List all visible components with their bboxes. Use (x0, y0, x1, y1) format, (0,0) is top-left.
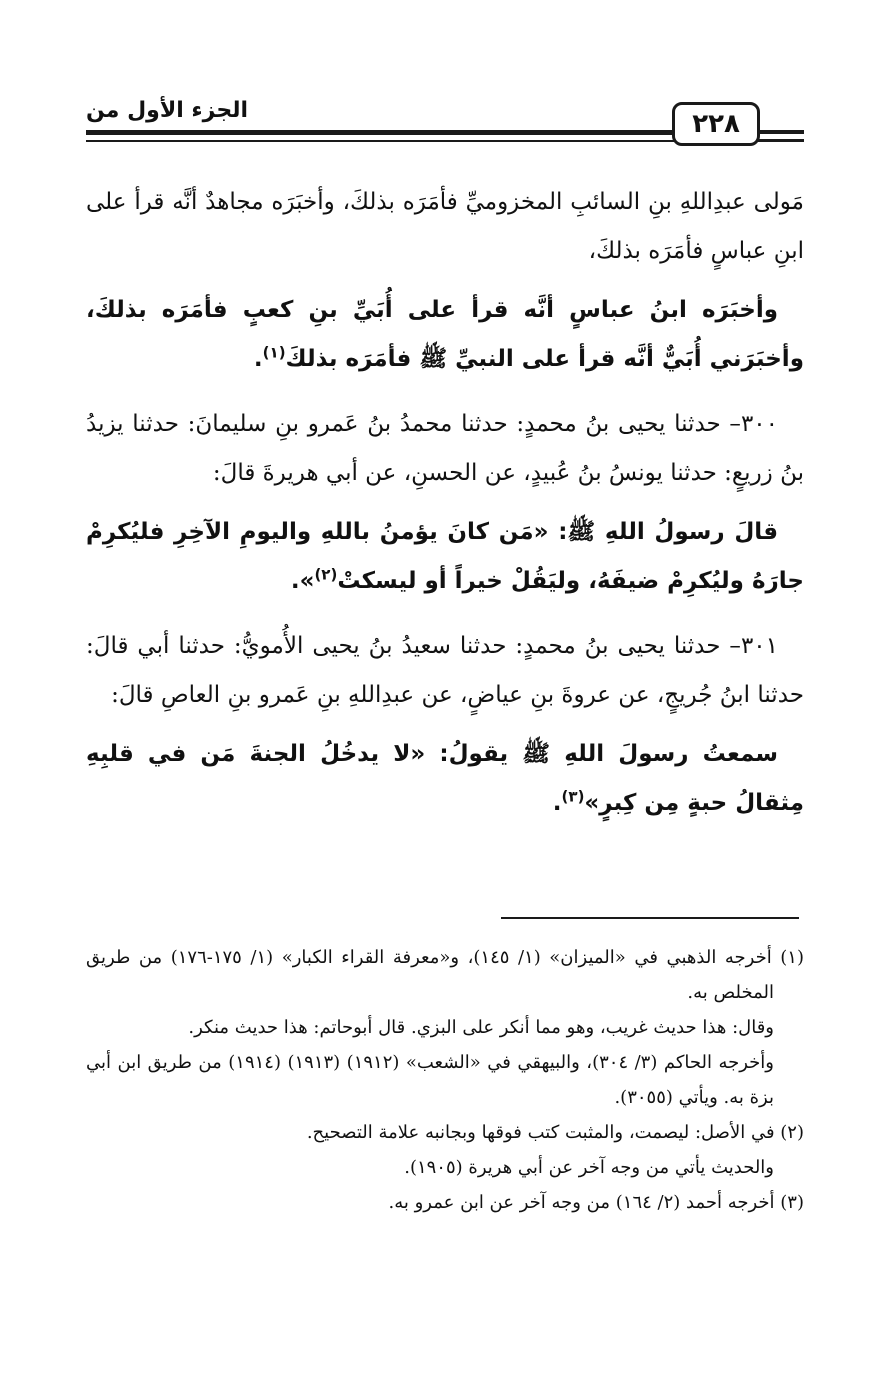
hadith-number-300: ٣٠٠ (740, 411, 778, 437)
footnote-ref-1[interactable]: (١) (262, 343, 286, 362)
header-rule-thin (86, 140, 734, 142)
footnote-1-comment: وقال: هذا حديث غريب، وهو مما أنكر على البزي. قال أبوحاتم: هذا حديث منكر. (188, 1017, 774, 1038)
hadith-300-isnad-text: – حدثنا يحيى بنُ محمدٍ: حدثنا محمدُ بنُ عَمرو بنِ سليمانَ: حدثنا يزيدُ بنُ زريعٍ: حدثنا يونسُ بنُ عُبيدٍ، عن الحسنِ، عن أبي هريرةَ قالَ: (86, 411, 804, 486)
hadith-300-matn-text: قالَ رسولُ اللهِ ﷺ: «مَن كانَ يؤمنُ باللهِ واليومِ الآخِرِ فليُكرِمْ جارَهُ وليُكرِمْ ضيفَهُ، وليَقُلْ خيراً أو ليسكتْ (86, 519, 804, 594)
hadith-301-isnad (86, 622, 804, 720)
hadith-301-isnad-text: – حدثنا يحيى بنُ محمدٍ: حدثنا سعيدُ بنُ يحيى الأُمويُّ: حدثنا أبي قالَ: حدثنا ابنُ جُريجٍ، عن عروةَ بنِ عياضٍ، عن عبدِاللهِ بنِ عَمرو بنِ العاصِ قالَ: (86, 633, 804, 708)
hadith-301-matn-text: سمعتُ رسولَ اللهِ ﷺ يقولُ: «لا يدخُلُ الجنةَ مَن في قلبِهِ مِثقالُ حبةٍ مِن كِبرٍ» (86, 741, 804, 816)
hadith-301-matn (86, 730, 804, 828)
page-header (86, 96, 804, 156)
footnote-ref-3[interactable]: (٣) (561, 787, 585, 806)
footnote-2: (٢) في الأصل: ليصمت، والمثبت كتب فوقها وبجانبه علامة التصحيح. (306, 1122, 804, 1143)
footnote-1-sources: وأخرجه الحاكم (٣/ ٣٠٤)، والبيهقي في «الشعب» (١٩١٢) (١٩١٣) (١٩١٤) من طريق ابن أبي بزة به. ويأتي (٣٠٥٥). (86, 1052, 774, 1108)
hadith-300-matn (86, 508, 804, 606)
running-title: الجزء الأول من (86, 98, 249, 123)
hadith-300-isnad (86, 400, 804, 498)
paragraph-continuation: مَولى عبدِاللهِ بنِ السائبِ المخزوميِّ فأمَرَه بذلكَ، وأخبَرَه مجاهدٌ أنَّه قرأ على ابنِ عباسٍ فأمَرَه بذلكَ، (86, 189, 804, 264)
footnotes (86, 940, 804, 1220)
paragraph-chain (86, 286, 804, 384)
footnote-divider (501, 917, 799, 919)
hadith-300-matn-end: ». (290, 568, 315, 594)
footnote-3: (٣) أخرجه أحمد (٢/ ١٦٤) من وجه آخر عن ابن عمرو به. (388, 1192, 804, 1213)
footnote-1: (١) أخرجه الذهبي في «الميزان» (١/ ١٤٥)، و«معرفة القراء الكبار» (١/ ١٧٥-١٧٦) من طريق المخلص به. (86, 947, 804, 1003)
footnote-2-note: والحديث يأتي من وجه آخر عن أبي هريرة (١٩٠٥). (404, 1157, 774, 1178)
main-text (86, 178, 804, 828)
footnote-ref-2[interactable]: (٢) (314, 565, 338, 584)
header-rule (86, 130, 734, 135)
hadith-301-matn-end: . (552, 790, 562, 816)
hadith-number-301: ٣٠١ (740, 633, 778, 659)
paragraph-chain-text: وأخبَرَه ابنُ عباسٍ أنَّه قرأ على أُبَيِّ بنِ كعبٍ فأمَرَه بذلكَ، وأخبَرَني أُبَيٌّ أنَّه قرأ على النبيِّ ﷺ فأمَرَه بذلكَ (86, 297, 804, 372)
paragraph-chain-end: . (253, 346, 263, 372)
page-number: ٢٢٨ (672, 102, 760, 146)
